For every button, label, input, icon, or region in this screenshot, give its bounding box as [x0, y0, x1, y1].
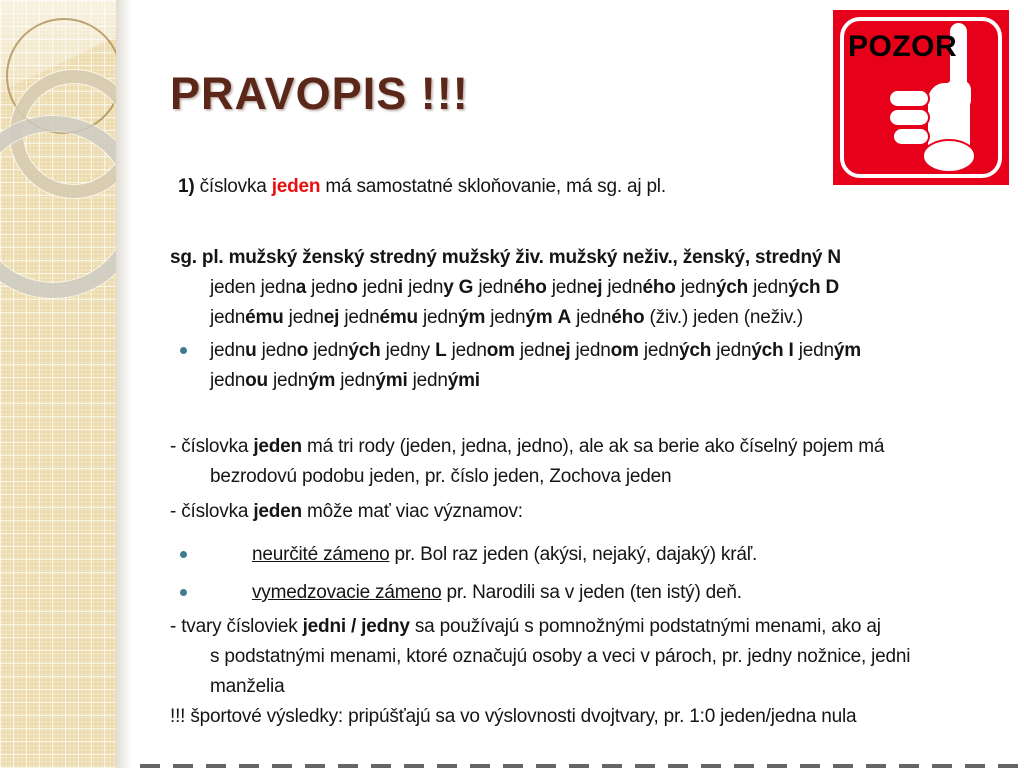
sidebar-shadow — [116, 0, 132, 768]
text-line: - číslovka jeden má tri rody (jeden, jedna, jedno), ale ak sa berie ako číselný pojem má — [170, 436, 885, 457]
text-line: jeden jedna jedno jedni jedny G jedného jednej jedného jedných jedných D — [210, 277, 839, 298]
text-line: jednu jedno jedných jedny L jednom jednej jednom jedných jedných I jedným — [210, 336, 1020, 366]
text-line: vymedzovacie zámeno pr. Narodili sa v jeden (ten istý) deň. — [252, 578, 1020, 608]
text-line: neurčité zámeno pr. Bol raz jeden (akýsi, nejaký, dajaký) kráľ. — [252, 540, 1020, 570]
slide-text — [170, 160, 1020, 732]
circle-decoration-gray — [0, 116, 116, 298]
bullet-icon — [180, 551, 187, 558]
text-line: 1) číslovka jeden má samostatné skloňovanie, má sg. aj pl. — [178, 176, 666, 197]
sidebar-texture — [0, 0, 116, 768]
text-line: manželia — [210, 676, 285, 697]
text-line: jednou jedným jednými jednými — [210, 370, 480, 391]
text-line: !!! športové výsledky: pripúšťajú sa vo výslovnosti dvojtvary, pr. 1:0 jeden/jedna nula — [170, 706, 857, 727]
text-line: s podstatnými menami, ktoré označujú osoby a veci v pároch, pr. jedny nožnice, jedni — [210, 646, 911, 667]
page-title: PRAVOPIS !!! — [170, 68, 469, 119]
text-line: jednému jednej jednému jedným jedným A jedného (živ.) jeden (neživ.) — [210, 307, 804, 328]
bottom-dashed-border — [140, 764, 1024, 768]
text-line: - tvary čísloviek jedni / jedny sa používajú s pomnožnými podstatnými menami, ako aj — [170, 616, 881, 637]
bullet-icon — [180, 347, 187, 354]
text-line: sg. pl. mužský ženský stredný mužský živ. mužský neživ., ženský, stredný N — [170, 247, 841, 268]
pozor-warning-badge — [833, 10, 1009, 185]
text-line: bezrodovú podobu jeden, pr. číslo jeden, Zochova jeden — [210, 466, 672, 487]
pozor-label: POZOR — [848, 30, 958, 63]
text-line: - číslovka jeden môže mať viac významov: — [170, 501, 523, 522]
bullet-icon — [180, 589, 187, 596]
